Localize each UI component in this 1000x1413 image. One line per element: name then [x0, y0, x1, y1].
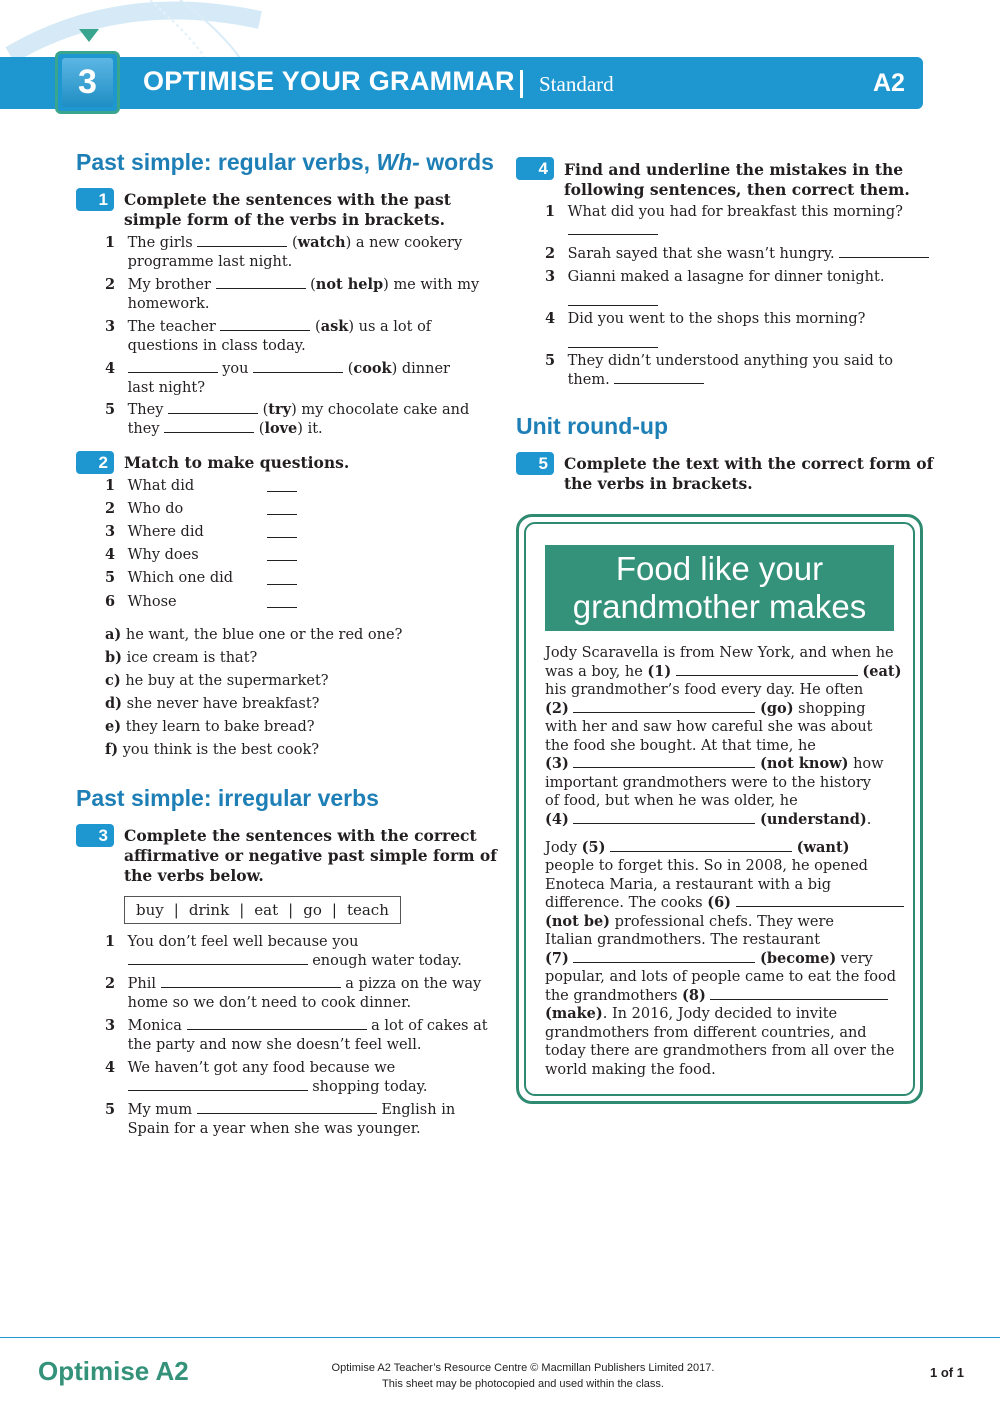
exercise-1-item-4: 4 you (cook) dinner last night? [105, 360, 450, 396]
unit-number: 3 [62, 58, 113, 107]
answer-blank[interactable] [736, 894, 904, 907]
list-item: c) he buy at the supermarket? [105, 672, 329, 689]
answer-blank[interactable] [568, 293, 658, 306]
answer-blank[interactable] [128, 360, 218, 373]
answer-blank[interactable] [710, 987, 888, 1000]
exercise-5-instruction: Complete the text with the correct form of the verbs in brackets. [564, 454, 934, 493]
answer-blank[interactable] [267, 537, 297, 538]
section-title-irregular-verbs: Past simple: irregular verbs [76, 785, 379, 811]
list-item: 4 Why does [105, 546, 199, 563]
word-box: buy | drink | eat | go | teach [124, 896, 401, 924]
list-item: b) ice cream is that? [105, 649, 258, 666]
answer-blank[interactable] [161, 975, 341, 988]
exercise-3-badge: 3 [76, 824, 114, 847]
answer-blank[interactable] [267, 560, 297, 561]
answer-blank[interactable] [573, 755, 755, 768]
exercise-3-item-2: 2 Phil a pizza on the way home so we don’t need to cook dinner. [105, 975, 482, 1011]
answer-blank[interactable] [267, 514, 297, 515]
answer-blank[interactable] [197, 1101, 377, 1114]
answer-blank[interactable] [267, 607, 297, 608]
answer-blank[interactable] [676, 663, 858, 676]
answer-blank[interactable] [128, 1078, 308, 1091]
answer-blank[interactable] [614, 371, 704, 384]
exercise-1-badge: 1 [76, 188, 114, 211]
exercise-4-item-2: 2 Sarah sayed that she wasn’t hungry. [545, 245, 929, 264]
exercise-2-instruction: Match to make questions. [124, 453, 350, 472]
answer-blank[interactable] [839, 245, 929, 258]
exercise-4-item-1: 1 What did you had for breakfast this morning? [545, 203, 903, 240]
list-item: 6 Whose [105, 593, 177, 610]
list-item: 5 Which one did [105, 569, 234, 586]
section-title-regular-verbs: Past simple: regular verbs, Wh- words [76, 149, 494, 175]
exercise-1-item-5: 5 They (try) my chocolate cake and they (love) it. [105, 401, 470, 437]
answer-blank[interactable] [568, 335, 658, 348]
list-item: e) they learn to bake bread? [105, 718, 315, 735]
word-option: drink [188, 901, 230, 919]
word-option: teach [346, 901, 389, 919]
footer-divider [0, 1337, 1000, 1338]
answer-blank[interactable] [253, 360, 343, 373]
exercise-3-instruction: Complete the sentences with the correct affirmative or negative past simple form of the verbs below. [124, 826, 497, 885]
exercise-1-item-1: 1 The girls (watch) a new cookery programme last night. [105, 234, 463, 270]
reading-title: Food like your grandmother makes [545, 545, 894, 631]
exercise-3-item-4: 4 We haven’t got any food because we shopping today. [105, 1059, 428, 1095]
answer-blank[interactable] [573, 700, 755, 713]
list-item: f) you think is the best cook? [105, 741, 320, 758]
exercise-4-badge: 4 [516, 157, 554, 180]
worksheet-level: Standard [539, 72, 614, 96]
answer-blank[interactable] [568, 222, 658, 235]
word-option: go [303, 901, 322, 919]
exercise-2-badge: 2 [76, 451, 114, 474]
page-number: 1 of 1 [930, 1365, 964, 1380]
answer-blank[interactable] [216, 276, 306, 289]
exercise-1-item-3: 3 The teacher (ask) us a lot of questions in class today. [105, 318, 432, 354]
footer-copyright: Optimise A2 Teacher’s Resource Centre © Macmillan Publishers Limited 2017. This sheet may be photocopied and used within the class. [331, 1362, 715, 1390]
exercise-4-item-4: 4 Did you went to the shops this morning? [545, 310, 865, 353]
answer-blank[interactable] [128, 952, 308, 965]
word-option: eat [254, 901, 279, 919]
exercise-3-item-1: 1 You don’t feel well because you enough water today. [105, 933, 462, 969]
exercise-1-instruction: Complete the sentences with the past simple form of the verbs in brackets. [124, 190, 451, 229]
worksheet-grade: A2 [873, 69, 905, 97]
answer-blank[interactable] [197, 234, 287, 247]
list-item: 3 Where did [105, 523, 204, 540]
unit-number-box [55, 51, 120, 114]
answer-blank[interactable] [267, 491, 297, 492]
answer-blank[interactable] [573, 811, 755, 824]
exercise-3-item-3: 3 Monica a lot of cakes at the party and now she doesn’t feel well. [105, 1017, 488, 1053]
answer-blank[interactable] [610, 839, 792, 852]
answer-blank[interactable] [267, 584, 297, 585]
answer-blank[interactable] [187, 1017, 367, 1030]
worksheet-title: OPTIMISE YOUR GRAMMAR [143, 66, 515, 96]
exercise-4-item-3: 3 Gianni maked a lasagne for dinner tonight. [545, 268, 884, 311]
exercise-3-item-5: 5 My mum English in Spain for a year when she was younger. [105, 1101, 456, 1137]
exercise-4-item-5: 5 They didn’t understood anything you said to them. [545, 352, 893, 388]
footer-brand: Optimise A2 [38, 1356, 189, 1386]
word-option: buy [136, 901, 164, 919]
list-item: d) she never have breakfast? [105, 695, 320, 712]
list-item: 2 Who do [105, 500, 184, 517]
section-title-unit-round-up: Unit round-up [516, 413, 669, 439]
answer-blank[interactable] [573, 950, 755, 963]
list-item: 1 What did [105, 477, 195, 494]
unit-marker-triangle-icon [79, 29, 99, 42]
exercise-5-badge: 5 [516, 452, 554, 475]
exercise-1-item-2: 2 My brother (not help) me with my homework. [105, 276, 480, 312]
answer-blank[interactable] [164, 420, 254, 433]
answer-blank[interactable] [220, 318, 310, 331]
answer-blank[interactable] [168, 401, 258, 414]
exercise-4-instruction: Find and underline the mistakes in the following sentences, then correct them. [564, 160, 910, 199]
list-item: a) he want, the blue one or the red one? [105, 626, 403, 643]
header-divider [520, 70, 523, 98]
